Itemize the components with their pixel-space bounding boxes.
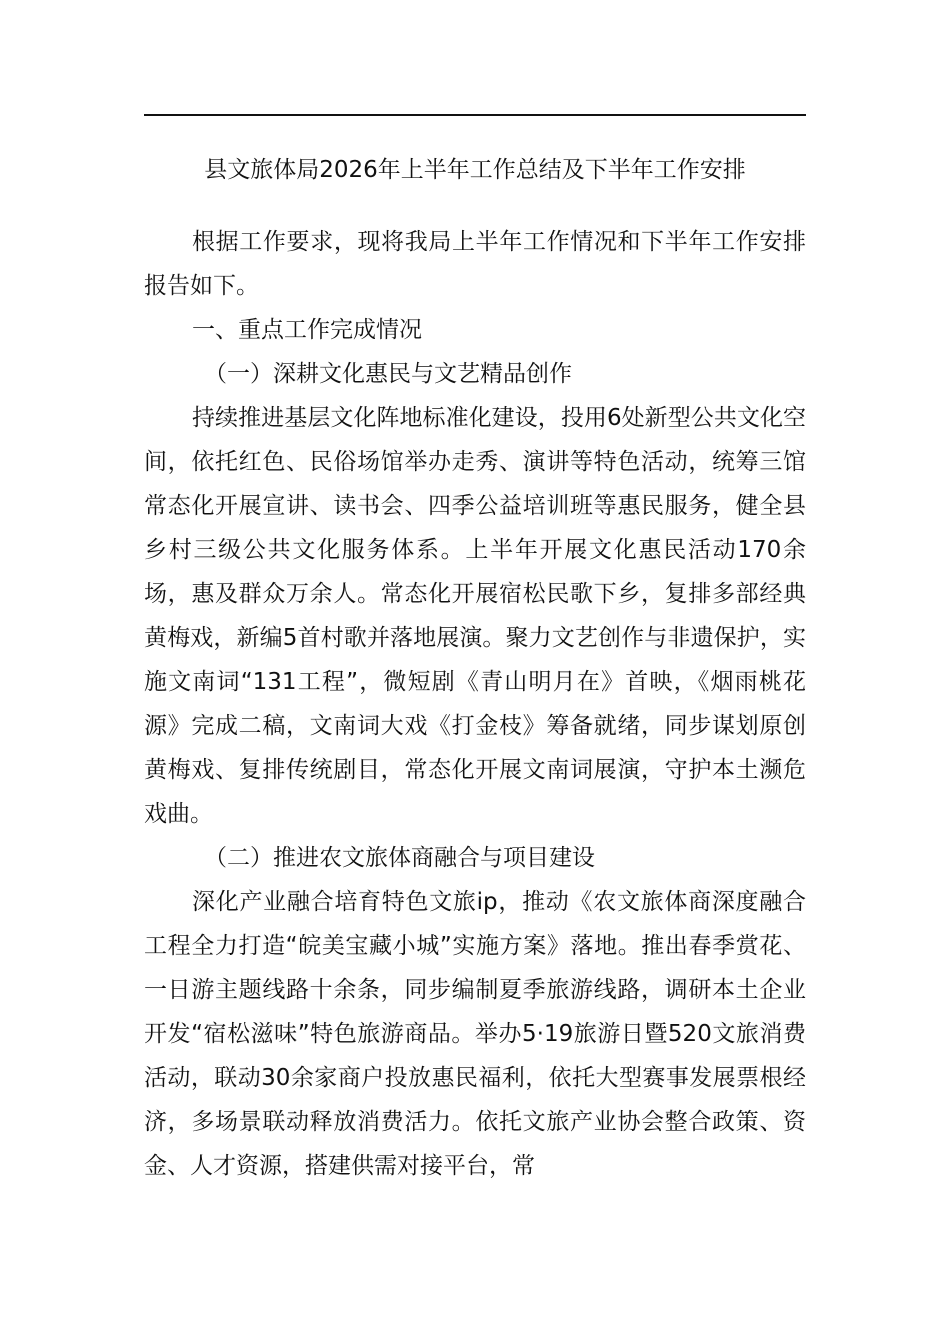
document-body xyxy=(144,220,806,1188)
intro-paragraph: 根据工作要求，现将我局上半年工作情况和下半年工作安排报告如下。 xyxy=(144,229,806,299)
subsection-2-heading: （二）推进农文旅体商融合与项目建设 xyxy=(204,845,595,871)
document-title: 县文旅体局2026年上半年工作总结及下半年工作安排 xyxy=(204,157,746,183)
header-rule xyxy=(144,114,806,116)
subsection-1-paragraph: 持续推进基层文化阵地标准化建设，投用6处新型公共文化空间，依托红色、民俗场馆举办走秀、演讲等特色活动，统筹三馆常态化开展宣讲、读书会、四季公益培训班等惠民服务，健全县乡村三级公共文化服务体系。上半年开展文化惠民活动170余场，惠及群众万余人。常态化开展宿松民歌下乡，复排多部经典黄梅戏，新编5首村歌并落地展演。聚力文艺创作与非遗保护，实施文南词“131工程”，微短剧《青山明月在》首映，《烟雨桃花源》完成二稿，文南词大戏《打金枝》筹备就绪，同步谋划原创黄梅戏、复排传统剧目，常态化开展文南词展演，守护本土濒危戏曲。 xyxy=(144,405,806,827)
section-1-heading: 一、重点工作完成情况 xyxy=(192,317,422,343)
subsection-1-heading: （一）深耕文化惠民与文艺精品创作 xyxy=(204,361,572,387)
subsection-2-paragraph: 深化产业融合培育特色文旅ip，推动《农文旅体商深度融合工程全力打造“皖美宝藏小城”实施方案》落地。推出春季赏花、一日游主题线路十余条，同步编制夏季旅游线路，调研本土企业开发“宿松滋味”特色旅游商品。举办5·19旅游日暨520文旅消费活动，联动30余家商户投放惠民福利，依托大型赛事发展票根经济，多场景联动释放消费活力。依托文旅产业协会整合政策、资金、人才资源，搭建供需对接平台，常 xyxy=(144,889,806,1179)
